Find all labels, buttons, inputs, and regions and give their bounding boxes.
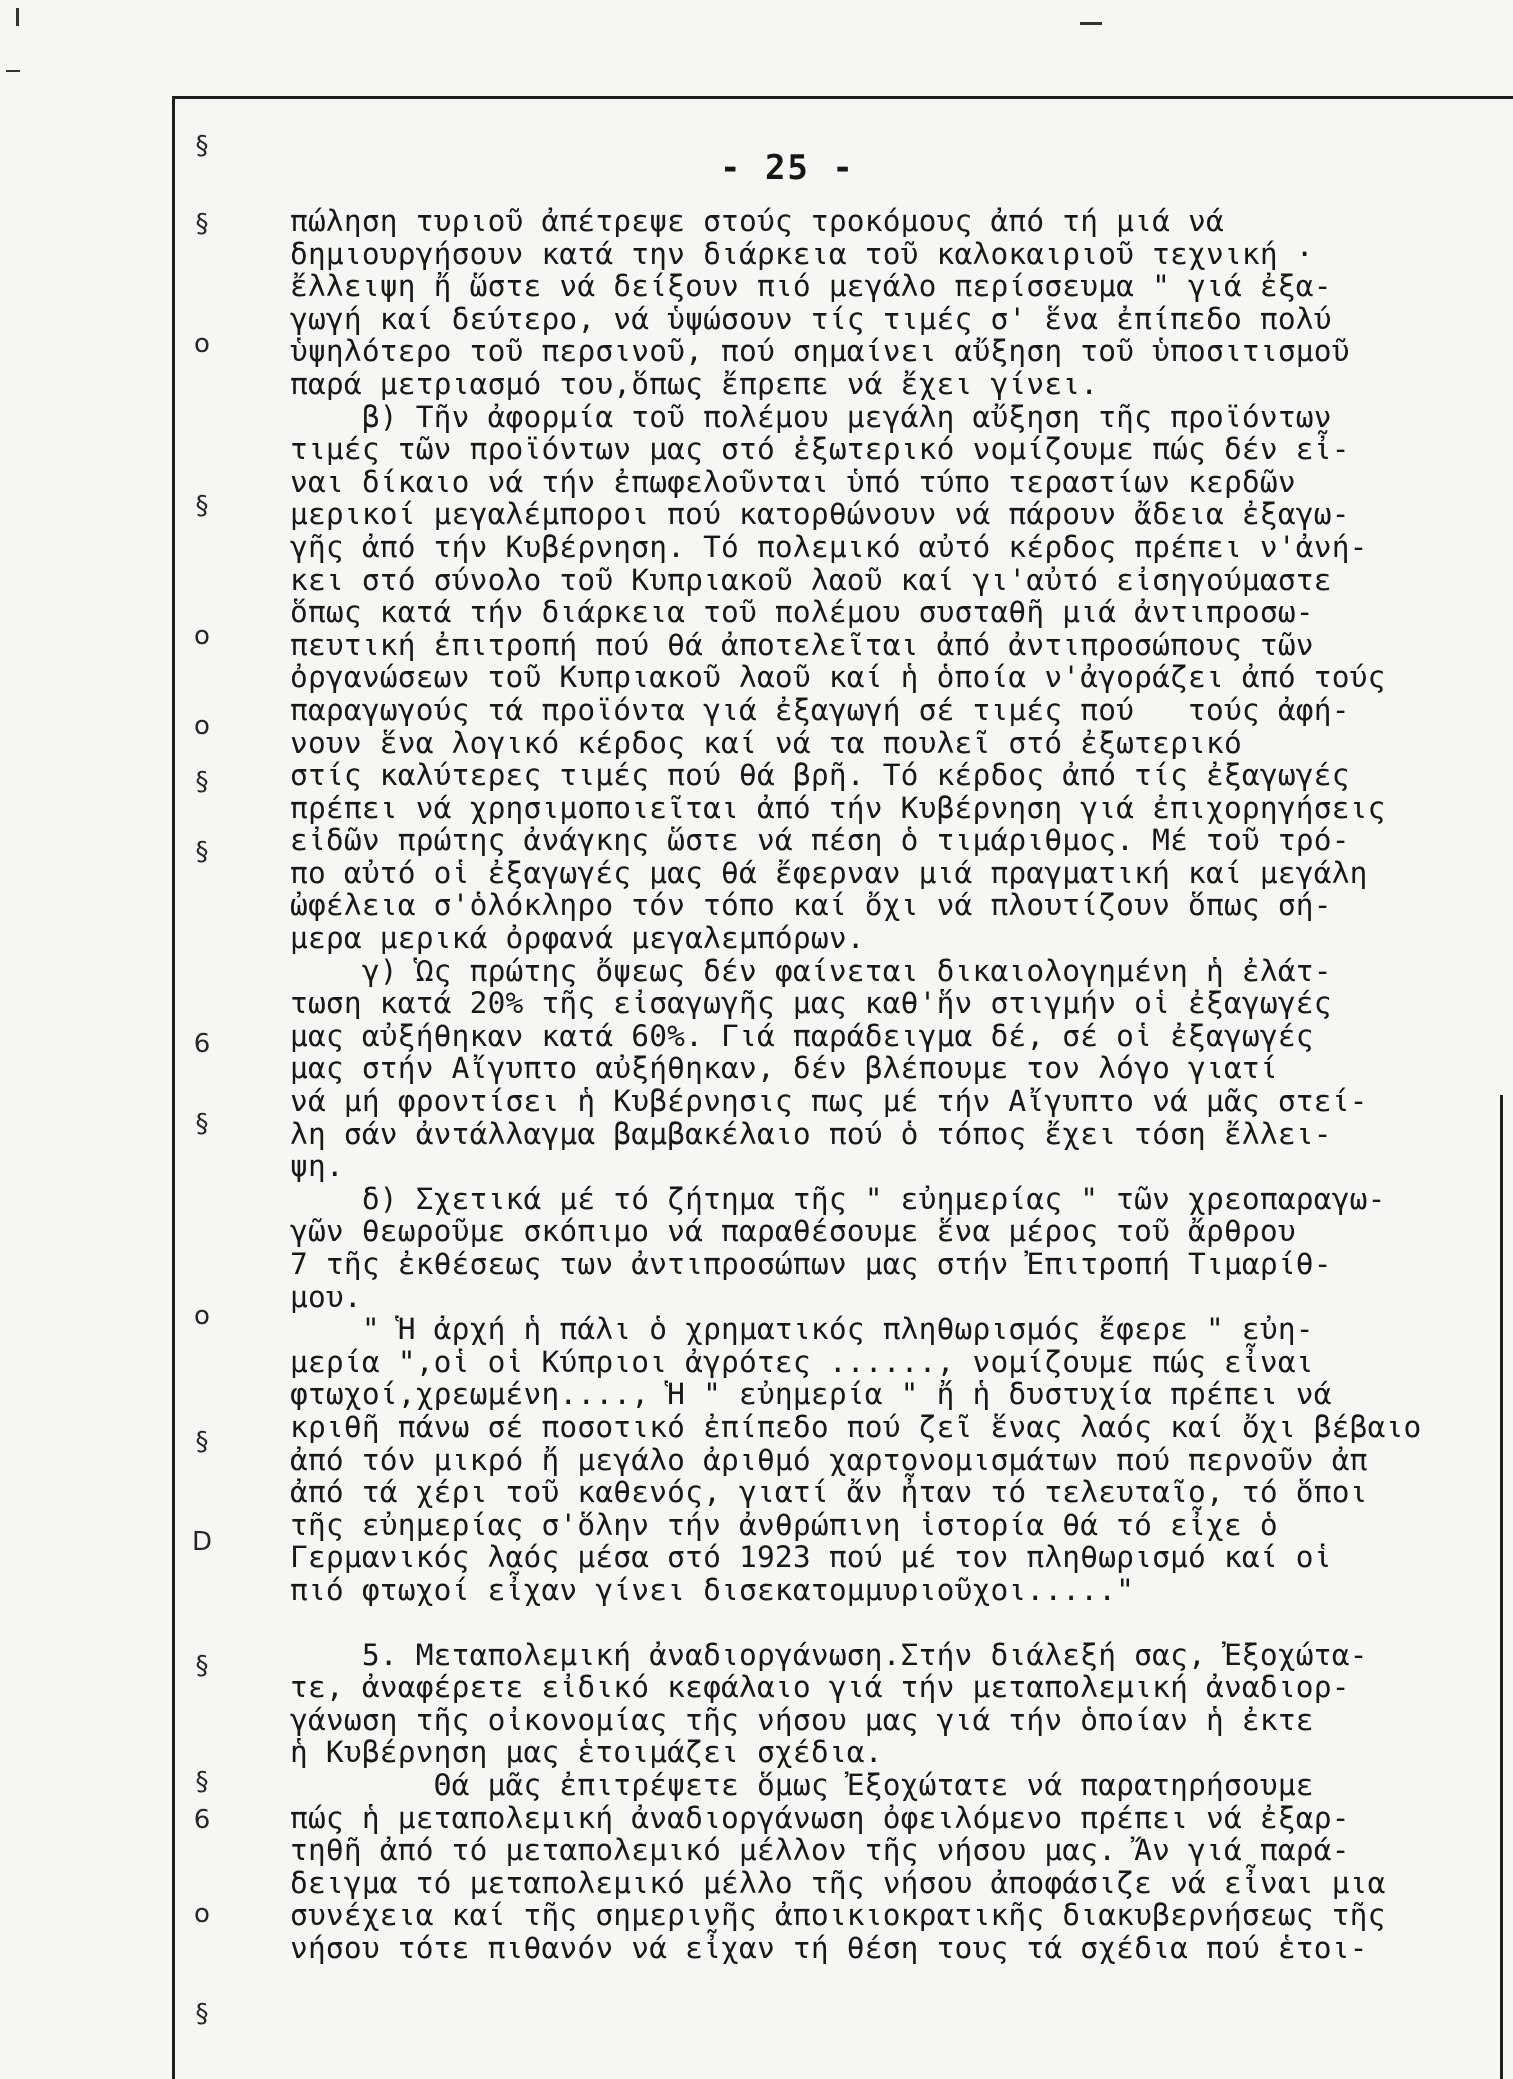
text-line: στίς καλύτερες τιμές πού θά βρῆ. Τό κέρδος ἀπό τίς ἐξαγωγές <box>290 758 1350 793</box>
text-line: ὀργανώσεων τοῦ Κυπριακοῦ λαοῦ καί ἡ ὁποία ν'ἀγοράζει ἀπό τούς <box>290 660 1386 695</box>
text-line: τιμές τῶν προϊόντων μας στό ἐξωτερικό νομίζουμε πώς δέν εἶ- <box>290 432 1350 467</box>
text-line: δειγμα τό μεταπολεμικό μέλλο τῆς νήσου ἀποφάσιζε νά εἶναι μια <box>290 1865 1386 1900</box>
text-line: νουν ἕνα λογικό κέρδος καί νά τα πουλεῖ στό ἐξωτερικό <box>290 725 1242 760</box>
margin-mark: D <box>191 1527 213 1557</box>
text-line: τωση κατά 20% τῆς εἰσαγωγῆς μας καθ'ἥν στιγμήν οἱ ἐξαγωγές <box>290 986 1332 1021</box>
margin-mark: § <box>195 1651 209 1681</box>
margin-mark: § <box>195 491 209 521</box>
text-line: ψη. <box>290 1149 344 1184</box>
text-line: μερικοί μεγαλέμποροι πού κατορθώνουν νά πάρουν ἄδεια ἐξαγω- <box>290 497 1350 532</box>
text-line: τε, ἀναφέρετε εἰδικό κεφάλαιο γιά τήν μεταπολεμική ἀναδιορ- <box>290 1670 1350 1705</box>
text-line: ναι δίκαιο νά τήν ἐπωφελοῦνται ὑπό τύπο τεραστίων κερδῶν <box>290 464 1296 499</box>
text-line: κει στό σύνολο τοῦ Κυπριακοῦ λαοῦ καί γι'αὐτό εἰσηγούμαστε <box>290 562 1332 597</box>
text-line: ὑψηλότερο τοῦ περσινοῦ, πού σημαίνει αὔξηση τοῦ ὑποσιτισμοῦ <box>290 334 1350 369</box>
corner-mark <box>16 8 19 26</box>
text-line: δ) Σχετικά μέ τό ζήτημα τῆς " εὐημερίας " τῶν χρεοπαραγω- <box>290 1181 1386 1216</box>
margin-mark: o <box>194 711 210 741</box>
blank-line <box>290 1607 1500 1639</box>
margin-mark: 6 <box>193 1805 211 1835</box>
typewritten-body <box>290 205 1500 1964</box>
text-line: ἀπό τόν μικρό ἤ μεγάλο ἀριθμό χαρτονομισμάτων πού περνοῦν ἀπ <box>290 1442 1368 1477</box>
margin-mark: § <box>195 767 209 797</box>
text-line: μας στήν Αἴγυπτο αὐξήθηκαν, δέν βλέπουμε τον λόγο γιατί <box>290 1051 1278 1086</box>
margin-mark: o <box>194 1301 210 1331</box>
text-line: 5. Μεταπολεμική ἀναδιοργάνωση.Στήν διάλεξή σας, Ἐξοχώτα- <box>290 1637 1368 1672</box>
margin-mark: 6 <box>193 1029 211 1059</box>
margin-mark: § <box>195 1767 209 1797</box>
margin-mark: o <box>194 329 210 359</box>
text-line: γῆς ἀπό τήν Κυβέρνηση. Τό πολεμικό αὐτό κέρδος πρέπει ν'ἀνή- <box>290 529 1368 564</box>
text-line: πο αὐτό οἱ ἐξαγωγές μας θά ἔφερναν μιά πραγματική καί μεγάλη <box>290 855 1368 890</box>
text-line: κριθῆ πάνω σέ ποσοτικό ἐπίπεδο πού ζεῖ ἕνας λαός καί ὄχι βέβαιο <box>290 1409 1422 1444</box>
margin-mark: § <box>195 1109 209 1139</box>
text-line: μερία ",οἱ οἱ Κύπριοι ἀγρότες ......, νομίζουμε πώς εἶναι <box>290 1344 1314 1379</box>
text-line: β) Τῆν ἀφορμία τοῦ πολέμου μεγάλη αὔξηση τῆς προϊόντων <box>290 399 1332 434</box>
text-line: γάνωση τῆς οἰκονομίας τῆς νήσου μας γιά τήν ὁποίαν ἡ ἐκτε <box>290 1702 1314 1737</box>
text-line: " Ἡ ἀρχή ἡ πάλι ὁ χρηματικός πληθωρισμός ἔφερε " εὐη- <box>290 1312 1314 1347</box>
margin-mark: o <box>194 1899 210 1929</box>
text-line: νήσου τότε πιθανόν νά εἶχαν τή θέση τους τά σχέδια πού ἑτοι- <box>290 1930 1368 1965</box>
text-line: Θά μᾶς ἐπιτρέψετε ὅμως Ἐξοχώτατε νά παρατηρήσουμε <box>290 1767 1314 1802</box>
text-line: πώληση τυριοῦ ἀπέτρεψε στούς τροκόμους ἀπό τή μιά νά <box>290 204 1224 238</box>
text-line: Γερμανικός λαός μέσα στό 1923 πού μέ τον πληθωρισμό καί οἱ <box>290 1540 1332 1575</box>
text-line: ἡ Κυβέρνηση μας ἑτοιμάζει σχέδια. <box>290 1735 883 1770</box>
text-line: πρέπει νά χρησιμοποιεῖται ἀπό τήν Κυβέρνηση γιά ἐπιχορηγήσεις <box>290 790 1386 825</box>
text-line: μερα μερικά ὀρφανά μεγαλεμπόρων. <box>290 921 865 956</box>
text-line: μας αὐξήθηκαν κατά 60%. Γιά παράδειγμα δέ, σέ οἱ ἐξαγωγές <box>290 1018 1314 1053</box>
text-line: πευτική ἐπιτροπή πού θά ἀποτελεῖται ἀπό ἀντιπροσώπους τῶν <box>290 627 1314 662</box>
text-line: πιό φτωχοί εἶχαν γίνει δισεκατομμυριοῦχοι....." <box>290 1572 1135 1607</box>
text-line: τῆς εὐημερίας σ'ὅλην τήν ἀνθρώπινη ἱστορία θά τό εἶχε ὁ <box>290 1507 1278 1542</box>
text-line: παρά μετριασμό του,ὅπως ἔπρεπε νά ἔχει γίνει. <box>290 366 1099 401</box>
page-right-edge <box>1500 1095 1503 2079</box>
text-line: τηθῆ ἀπό τό μεταπολεμικό μέλλον τῆς νήσου μας. Ἄν γιά παρά- <box>290 1833 1350 1868</box>
corner-mark <box>1080 22 1102 25</box>
text-line: ὅπως κατά τήν διάρκεια τοῦ πολέμου συσταθῆ μιά ἀντιπροσω- <box>290 595 1314 630</box>
text-line: μου. <box>290 1279 362 1314</box>
margin-mark: § <box>195 131 209 161</box>
text-line: πώς ἡ μεταπολεμική ἀναδιοργάνωση ὀφειλόμενο πρέπει νά ἐξαρ- <box>290 1800 1350 1835</box>
text-line: 7 τῆς ἐκθέσεως των ἀντιπροσώπων μας στήν Ἐπιτροπή Τιμαρίθ- <box>290 1247 1332 1281</box>
corner-mark <box>6 70 20 72</box>
page-number: - 25 - <box>720 148 855 188</box>
text-line: ὠφέλεια σ'ὁλόκληρο τόν τόπο καί ὄχι νά πλουτίζουν ὅπως σή- <box>290 888 1332 923</box>
margin-mark: § <box>195 209 209 239</box>
text-line: γῶν θεωροῦμε σκόπιμο νά παραθέσουμε ἕνα μέρος τοῦ ἄρθρου <box>290 1214 1296 1249</box>
text-line: λη σάν ἀντάλλαγμα βαμβακέλαιο πού ὁ τόπος ἔχει τόση ἔλλει- <box>290 1116 1332 1151</box>
margin-mark: § <box>195 1999 209 2029</box>
margin-mark: § <box>195 1427 209 1457</box>
margin-mark: § <box>195 837 209 867</box>
text-line: δημιουργήσουν κατά την διάρκεια τοῦ καλοκαιριοῦ τεχνική · <box>290 236 1314 271</box>
text-line: ἀπό τά χέρι τοῦ καθενός, γιατί ἄν ἦταν τό τελευταῖο, τό ὅποι <box>290 1475 1368 1510</box>
text-line: γ) Ὡς πρώτης ὄψεως δέν φαίνεται δικαιολογημένη ἡ ἐλάτ- <box>290 953 1332 988</box>
text-line: φτωχοί,χρεωμένη...., Ἡ " εὐημερία " ἤ ἡ δυστυχία πρέπει νά <box>290 1377 1332 1412</box>
margin-mark: o <box>194 621 210 651</box>
text-line: νά μή φροντίσει ἡ Κυβέρνησις πως μέ τήν Αἴγυπτο νά μᾶς στεί- <box>290 1084 1368 1119</box>
text-line: γωγή καί δεύτερο, νά ὑψώσουν τίς τιμές σ' ἕνα ἐπίπεδο πολύ <box>290 301 1332 336</box>
text-line: συνέχεια καί τῆς σημερινῆς ἀποικιοκρατικῆς διακυβερνήσεως τῆς <box>290 1898 1386 1933</box>
text-line: ἔλλειψη ἤ ὥστε νά δείξουν πιό μεγάλο περίσσευμα " γιά ἐξα- <box>290 269 1332 304</box>
text-line: παραγωγούς τά προϊόντα γιά ἐξαγωγή σέ τιμές πού τούς ἀφή- <box>290 692 1350 727</box>
text-line: εἰδῶν πρώτης ἀνάγκης ὥστε νά πέση ὁ τιμάριθμος. Μέ τοῦ τρό- <box>290 823 1350 858</box>
